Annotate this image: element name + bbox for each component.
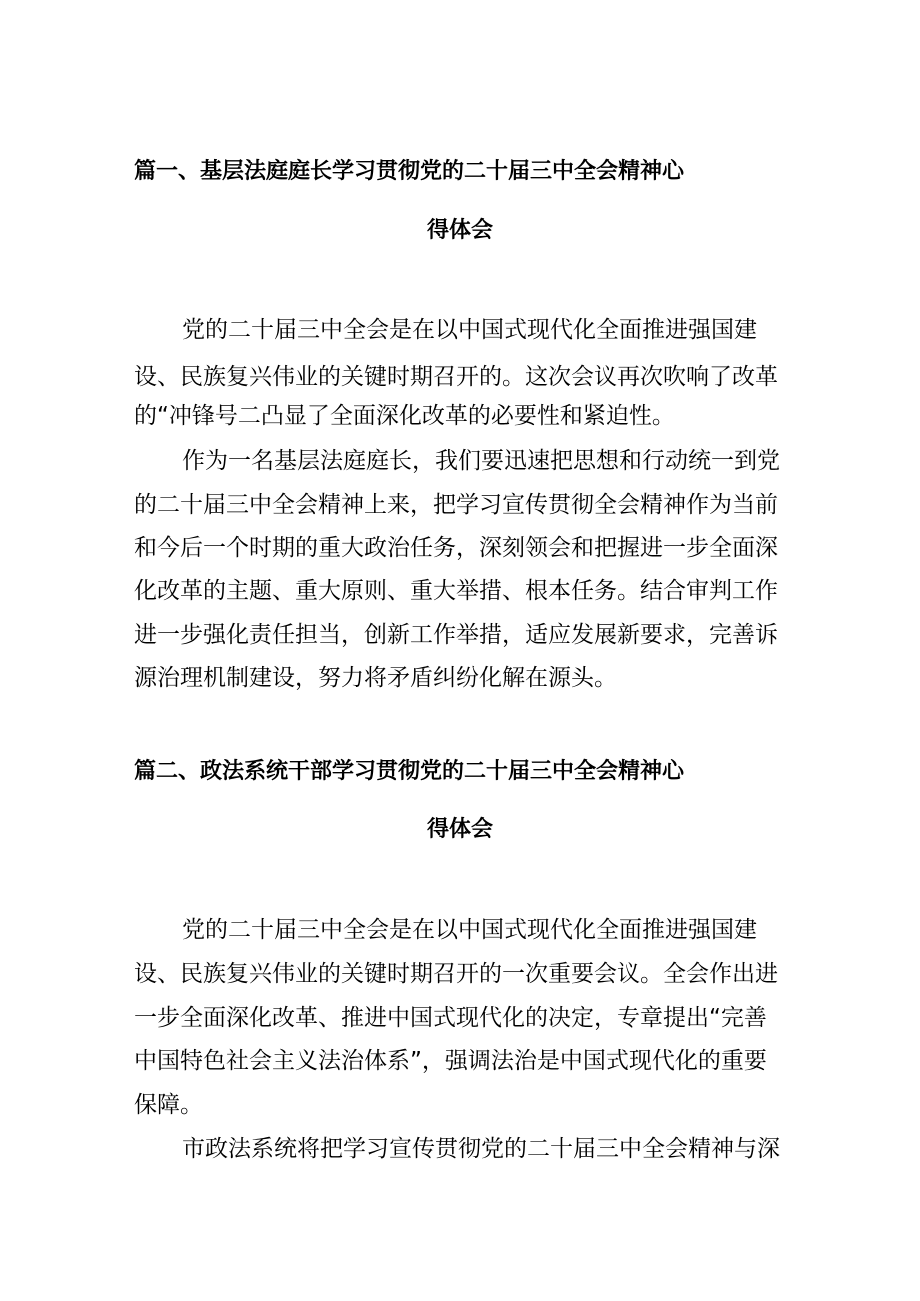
section-1-paragraph-line: 化改革的主题、重大原则、重大举措、根本任务。结合审判工作 [134, 578, 778, 604]
section-2-paragraph-line: 保障。 [134, 1092, 203, 1118]
section-1-paragraph-line: 作为一名基层法庭庭长，我们要迅速把思想和行动统一到党 [182, 448, 780, 474]
section-2-paragraph-line: 一步全面深化改革、推进中国式现代化的决定，专章提出“完善 [134, 1005, 767, 1031]
section-1-title-line-2: 得体会 [426, 218, 493, 243]
section-1-paragraph-line: 进一步强化责任担当，创新工作举措，适应发展新要求，完善诉 [134, 622, 778, 648]
section-2-paragraph-line: 中国特色社会主义法治体系”，强调法治是中国式现代化的重要 [134, 1048, 767, 1074]
section-1-paragraph-line: 的“冲锋号二凸显了全面深化改革的必要性和紧迫性。 [134, 403, 675, 429]
section-2-paragraph-line: 党的二十届三中全会是在以中国式现代化全面推进强国建 [182, 917, 757, 943]
section-2-paragraph-line: 市政法系统将把学习宣传贯彻党的二十届三中全会精神与深 [182, 1136, 780, 1162]
section-1-paragraph-line: 源治理机制建设，努力将矛盾纠纷化解在源头。 [134, 665, 617, 691]
section-1-title-line-1: 篇一、基层法庭庭长学习贯彻党的二十届三中全会精神心 [134, 159, 685, 184]
section-1-paragraph-line: 设、民族复兴伟业的关键时期召开的。这次会议再次吹响了改革 [134, 364, 778, 390]
section-1-paragraph-line: 党的二十届三中全会是在以中国式现代化全面推进强国建 [182, 317, 757, 343]
section-2-title-line-1: 篇二、政法系统干部学习贯彻党的二十届三中全会精神心 [134, 759, 685, 784]
section-1-paragraph-line: 和今后一个时期的重大政治任务，深刻领会和把握进一步全面深 [134, 535, 778, 561]
section-1-paragraph-line: 的二十届三中全会精神上来，把学习宣传贯彻全会精神作为当前 [134, 492, 778, 518]
section-2-title-line-2: 得体会 [426, 817, 493, 842]
section-2-paragraph-line: 设、民族复兴伟业的关键时期召开的一次重要会议。全会作出进 [134, 961, 778, 987]
